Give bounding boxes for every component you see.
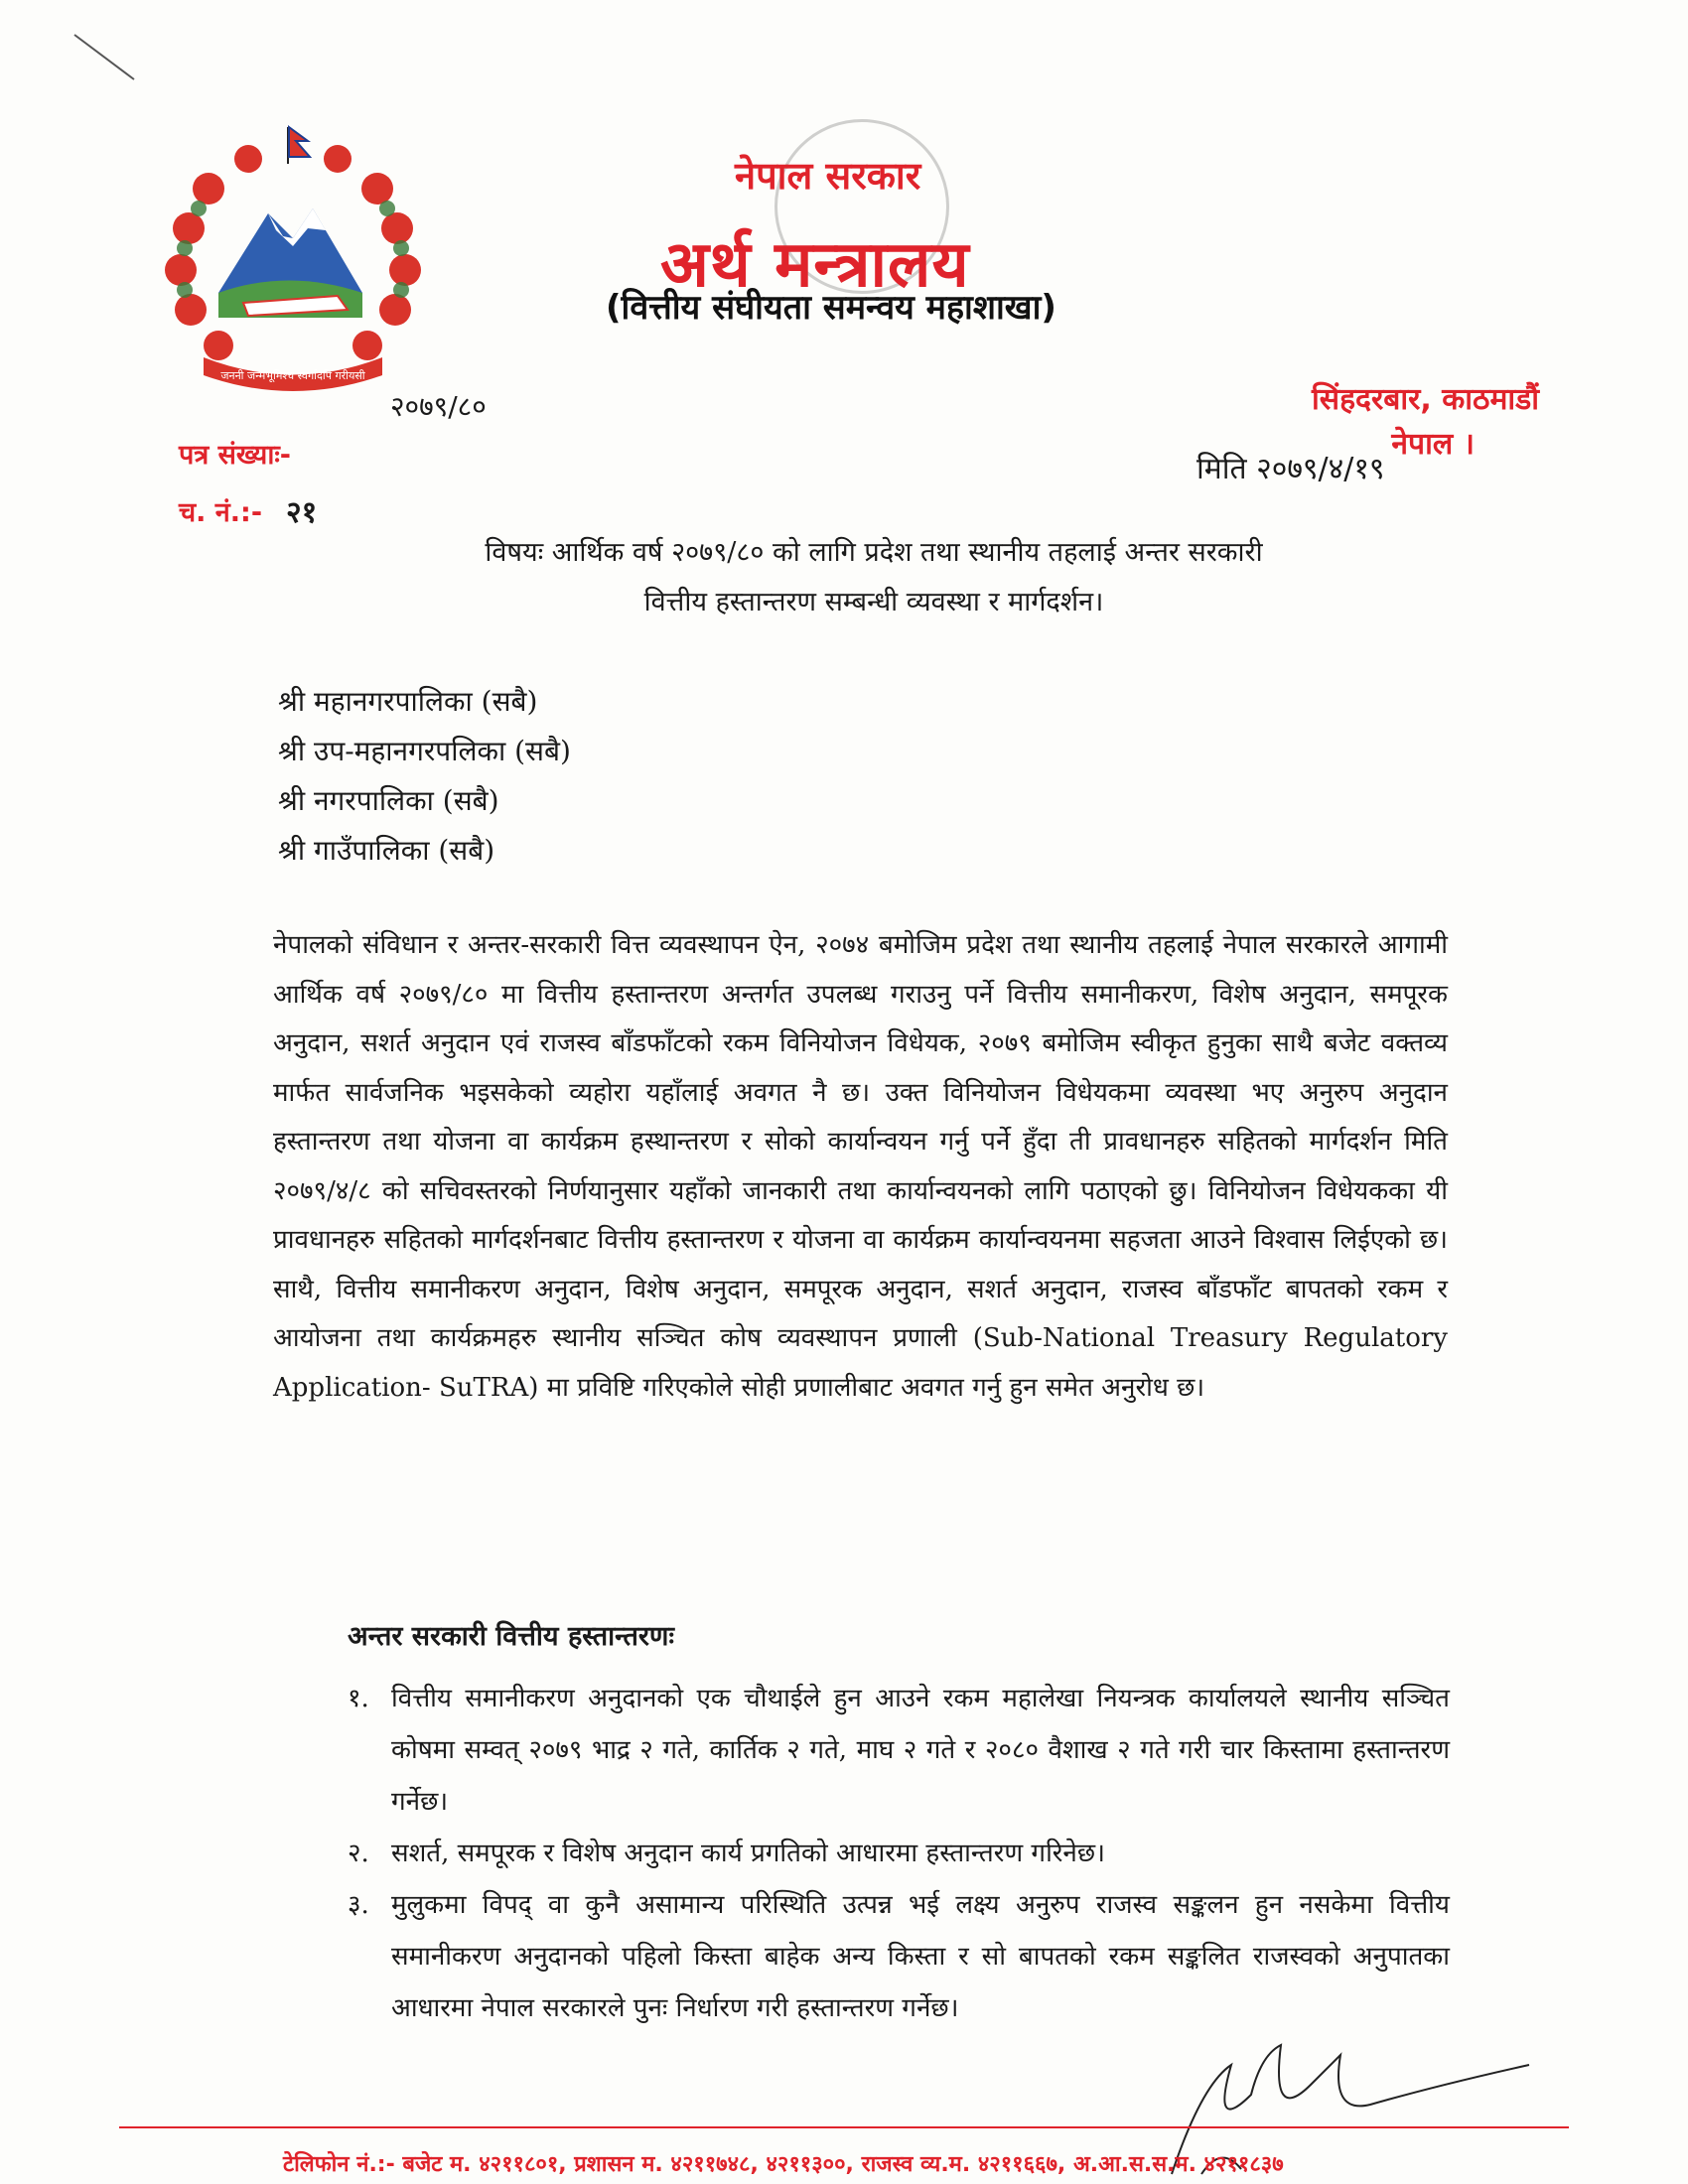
list-item-text: मुलुकमा विपद् वा कुनै असामान्य परिस्थिति उत्पन्न भई लक्ष्य अनुरुप राजस्व सङ्कलन हुन नसकेमा वित्तीय समानीकरण अनुदानको पहिलो किस्ता बाहेक अन्य किस्ता र सो बापतको रकम सङ्कलित राजस्वको अनुपातका आधारमा नेपाल सरकारले पुनः निर्धारण गरी हस्तान्तरण गर्नेछ। [391, 1890, 1450, 2023]
subject-line-2: वित्तीय हस्तान्तरण सम्बन्धी व्यवस्था र मार्गदर्शन। [643, 587, 1104, 617]
provisions-list [348, 1673, 1450, 2034]
subject [367, 528, 1380, 627]
list-item [348, 1673, 1450, 1828]
footer-divider [119, 2126, 1569, 2128]
footer-contact: टेलिफोन नं.:- बजेट म. ४२११८०१, प्रशासन म. ४२११७४८, ४२११३००, राजस्व व्य.म. ४२११६६७, अ.आ.स.स.म. ४२११८३७ [283, 2152, 1284, 2177]
emblem-motto: जननी जन्मभूमिश्च स्वर्गादपि गरीयसी [220, 369, 365, 382]
recipient: श्री महानगरपालिका (सबै) [278, 685, 538, 718]
address-line-1: सिंहदरबार, काठमाडौं [1312, 382, 1539, 417]
body-paragraph: नेपालको संविधान र अन्तर-सरकारी वित्त व्यवस्थापन ऐन, २०७४ बमोजिम प्रदेश तथा स्थानीय तहलाई नेपाल सरकारले आगामी आर्थिक वर्ष २०७९/८० मा वित्तीय हस्तान्तरण अन्तर्गत उपलब्ध गराउनु पर्ने वित्तीय समानीकरण, विशेष अनुदान, समपूरक अनुदान, सशर्त अनुदान एवं राजस्व बाँडफाँटको रकम विनियोजन विधेयक, २०७९ बमोजिम स्वीकृत हुनुका साथै बजेट वक्तव्य मार्फत सार्वजनिक भइसकेको व्यहोरा यहाँलाई अवगत नै छ। उक्त विनियोजन विधेयकमा व्यवस्था भए अनुरुप अनुदान हस्तान्तरण तथा योजना वा कार्यक्रम हस्थान्तरण र सोको कार्यान्वयन गर्नु पर्ने हुँदा ती प्रावधानहरु सहितको मार्गदर्शन मिति २०७९/४/८ को सचिवस्तरको निर्णयानुसार यहाँको जानकारी तथा कार्यान्वयनको लागि पठाएको छु। विनियोजन विधेयकका यी प्रावधानहरु सहितको मार्गदर्शनबाट वित्तीय हस्तान्तरण र योजना वा कार्यक्रम कार्यान्वयनमा सहजता आउने विश्वास लिईएको छ। साथै, वित्तीय समानीकरण अनुदान, विशेष अनुदान, समपूरक अनुदान, सशर्त अनुदान, राजस्व बाँडफाँट बापतको रकम र आयोजना तथा कार्यक्रमहरु स्थानीय सञ्चित कोष व्यवस्थापन प्रणाली (Sub-National Treasury Regulatory Application- SuTRA) मा प्रविष्टि गरिएकोले सोही प्रणालीबाट अवगत गर्नु हुन समेत अनुरोध छ। [273, 930, 1448, 1403]
list-item [348, 1879, 1450, 2034]
dispatch-number-label: च. नं.:- [179, 497, 263, 528]
recipient: श्री नगरपालिका (सबै) [278, 784, 499, 817]
letter-date: मिति २०७९/४/१९ [1196, 452, 1385, 486]
list-item-number: १. [348, 1684, 369, 1713]
government-name: नेपाल सरकार [735, 154, 921, 198]
fiscal-year-handwritten: २०७९/८० [390, 390, 487, 423]
list-item-text: सशर्त, समपूरक र विशेष अनुदान कार्य प्रगतिको आधारमा हस्तान्तरण गरिनेछ। [391, 1839, 1105, 1868]
letter-number-label: पत्र संख्याः- [179, 440, 291, 471]
nepal-emblem-icon [149, 119, 437, 397]
list-item-text: वित्तीय समानीकरण अनुदानको एक चौथाईले हुन आउने रकम महालेखा नियन्त्रक कार्यालयले स्थानीय सञ्चित कोषमा सम्वत् २०७९ भाद्र २ गते, कार्तिक २ गते, माघ २ गते र २०८० वैशाख २ गते गरी चार किस्तामा हस्तान्तरण गर्नेछ। [391, 1684, 1450, 1817]
division-name: (वित्तीय संघीयता समन्वय महाशाखा) [606, 288, 1056, 328]
address-line-2: नेपाल । [1391, 427, 1475, 462]
scan-mark [70, 30, 149, 89]
recipient: श्री गाउँपालिका (सबै) [278, 834, 495, 867]
ministry-name: अर्थ मन्त्रालय [660, 228, 970, 302]
dispatch-number-value: २१ [286, 495, 318, 530]
list-item [348, 1828, 1450, 1879]
list-item-number: ३. [348, 1890, 369, 1920]
list-item-number: २. [348, 1839, 369, 1868]
subject-line-1: विषयः आर्थिक वर्ष २०७९/८० को लागि प्रदेश तथा स्थानीय तहलाई अन्तर सरकारी [485, 537, 1263, 568]
section-title: अन्तर सरकारी वित्तीय हस्तान्तरणः [348, 1621, 674, 1652]
recipient: श्री उप-महानगरपलिका (सबै) [278, 735, 571, 767]
recipients-list [278, 677, 571, 876]
